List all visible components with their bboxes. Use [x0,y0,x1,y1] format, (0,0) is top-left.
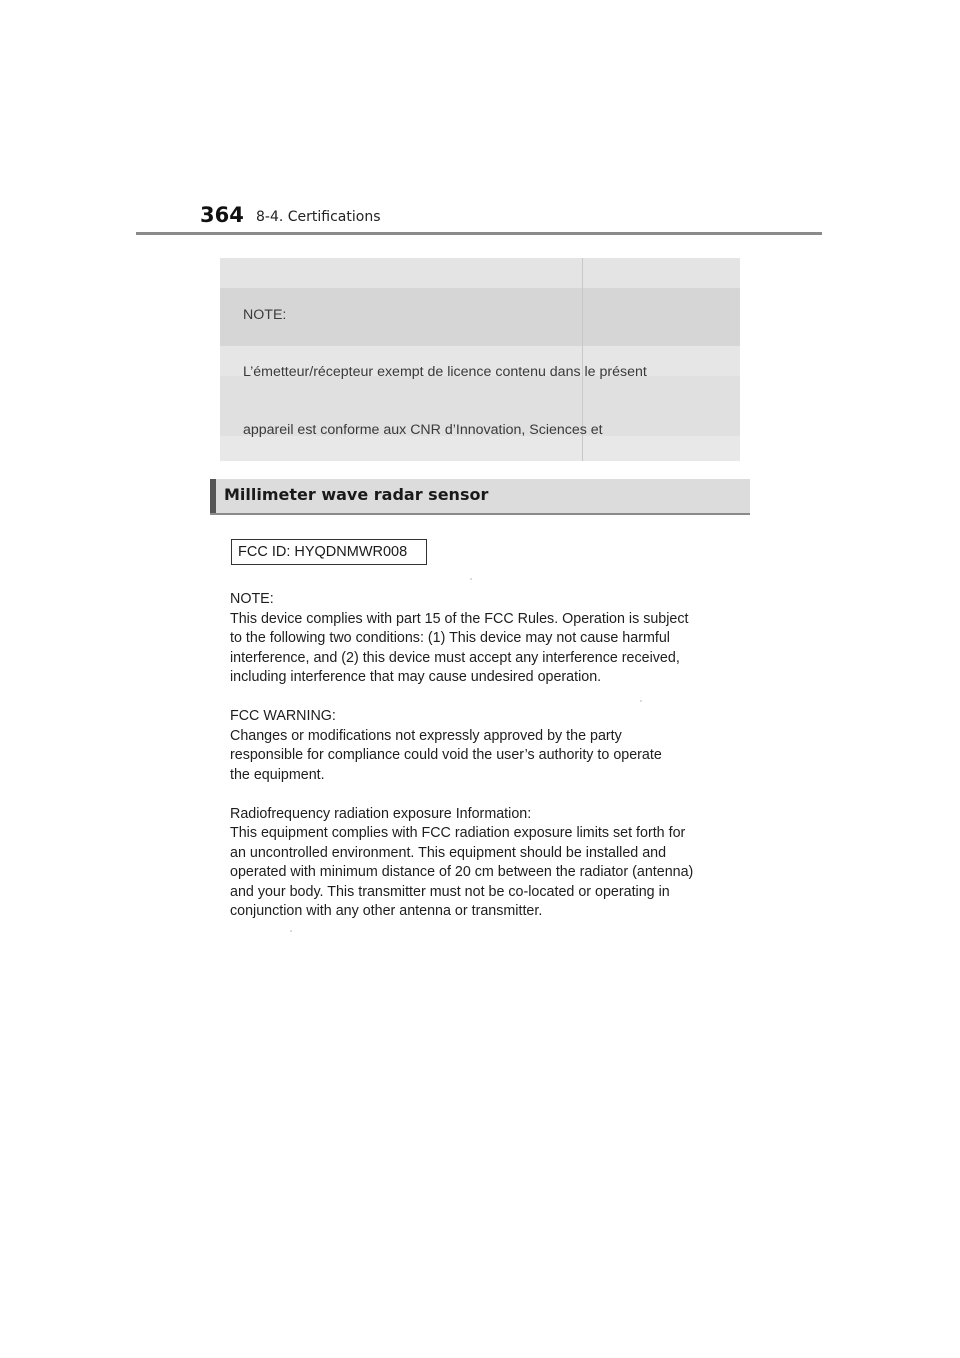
canada-note-line: L’émetteur/récepteur exempt de licence contenu dans le présent [243,364,647,381]
page-header [0,0,960,240]
section-heading: Millimeter wave radar sensor [224,485,489,504]
section-title: 8-4. Certifications [256,209,381,225]
canada-note-line: appareil est conforme aux CNR d’Innovation, Sciences et [243,422,603,439]
fcc-note-paragraph: NOTE: This device complies with part 15 of the FCC Rules. Operation is subject to the following two conditions: (1) This device may not cause harmful interference, and (2) this device must accept any interference received, including interference that may cause undesired operation. [230,591,689,685]
rf-exposure-paragraph: Radiofrequency radiation exposure Information: This equipment complies with FCC radiation exposure limits set forth for an uncontrolled environment. This equipment should be installed and operated with minimum distance of 20 cm between the radiator (antenna) and your body. This transmitter must not be co-located or operating in conjunction with any other antenna or transmitter. [230,805,694,919]
canada-note-text [243,267,678,461]
page-number: 364 [200,203,244,227]
scan-speck [470,578,472,580]
scan-speck [290,930,292,932]
canada-note-scan [220,258,740,461]
fcc-warning-paragraph: FCC WARNING: Changes or modifications not expressly approved by the party responsible for compliance could void the user’s authority to operate the equipment. [230,708,662,783]
canada-note-line: NOTE: [243,306,287,323]
heading-accent [210,479,216,513]
fcc-id-label: FCC ID: HYQDNMWR008 [231,539,427,565]
header-divider [136,232,822,235]
fcc-statement [230,590,750,941]
section-heading-bar [210,479,750,515]
scan-speck [640,700,642,702]
